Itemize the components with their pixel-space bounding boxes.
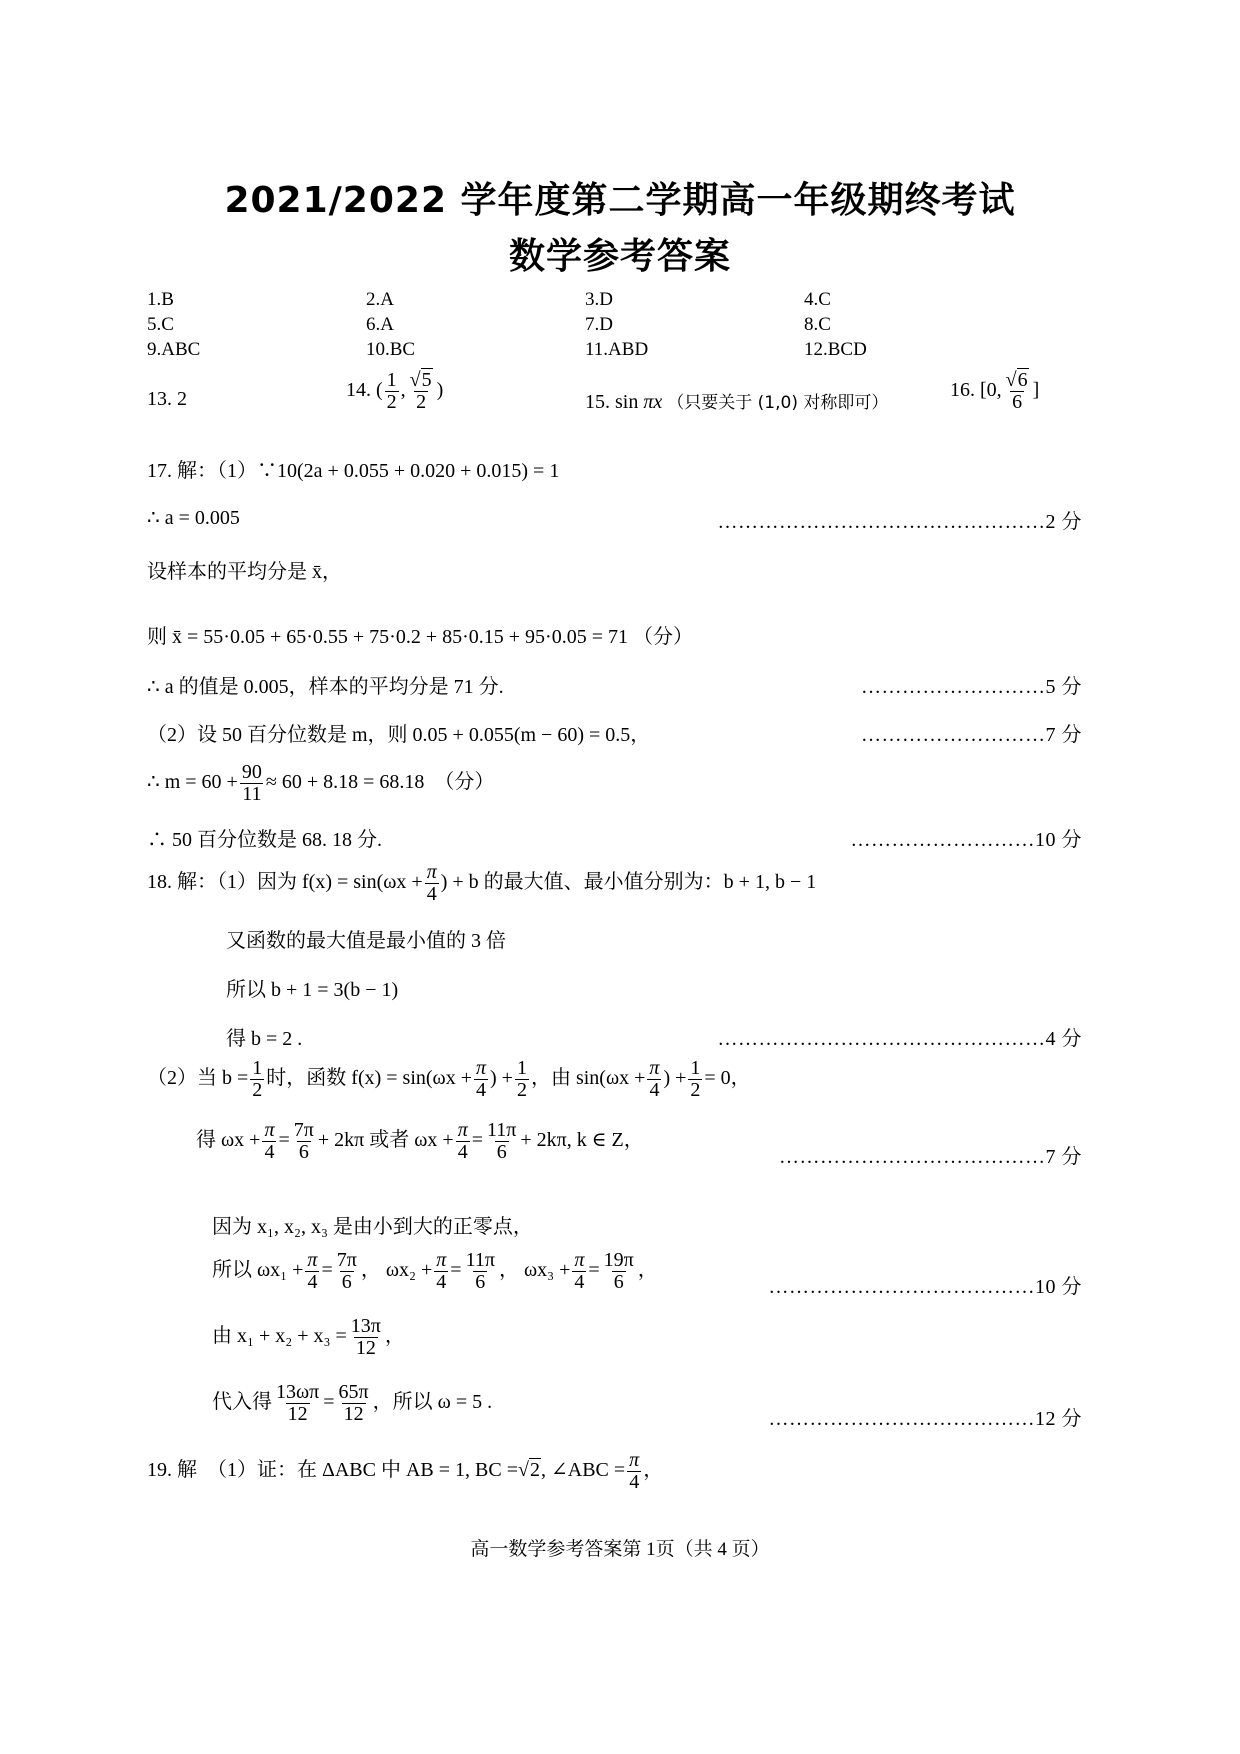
answer-q13: 13. 2 [147, 388, 187, 410]
fraction: $\frac{19\pi}{6}$ [603, 1249, 634, 1293]
fraction: $\frac{\pi}{4}$ [436, 1249, 447, 1293]
fraction: $\frac{7\pi}{6}$ [336, 1249, 357, 1293]
q17-line: 则 x̄ = 55·0.05 + 65·0.55 + 75·0.2 + 85·0.15 + 95·0.05 = 71 （分） [147, 626, 693, 648]
q17-line: 17. 解：（1）∵10(2a + 0.055 + 0.020 + 0.015) = 1 [147, 460, 560, 482]
q17-line: ∴ a 的值是 0.005，样本的平均分是 71 分. [147, 676, 504, 698]
fraction: $\frac{√5}{2}$ [409, 369, 432, 413]
score-marker: …………………………………10 分 [768, 1276, 1082, 1298]
fraction: $\frac{\pi}{4}$ [457, 1119, 468, 1163]
q17-line: （2）设 50 百分位数是 m，则 0.05 + 0.055(m − 60) = 0.5， [147, 724, 651, 746]
fraction: $\frac{1}{2}$ [690, 1057, 701, 1101]
fraction: $\frac{1}{2}$ [386, 369, 397, 413]
q18-line: 因为 x₁, x₂, x₃ 是由小到大的正零点， [212, 1216, 533, 1238]
q18-line: 得 ωx + $\frac{\pi}{4}$ = $\frac{7\pi}{6}$ + 2kπ 或者 ωx + $\frac{\pi}{4}$ = $\frac{11\pi}{6}$ + 2kπ, k ∈ Z， [196, 1119, 644, 1163]
page-footer: 高一数学参考答案第 1页（共 4 页） [470, 1539, 770, 1560]
score-marker: …………………………………7 分 [779, 1146, 1082, 1168]
answer-item: 11.ABD [585, 339, 649, 360]
answer-item: 1.B [147, 289, 174, 310]
fraction: $\frac{13\omega\pi}{12}$ [276, 1381, 320, 1425]
answer-item: 2.A [366, 289, 394, 310]
fraction: $\frac{11\pi}{6}$ [465, 1249, 495, 1293]
score-marker: …………………………………………4 分 [717, 1028, 1082, 1050]
q18-line: 代入得 $\frac{13\omega\pi}{12}$ = $\frac{65\pi}{12}$ ，所以 ω = 5 . [212, 1381, 493, 1425]
exam-subtitle: 数学参考答案 [508, 236, 731, 277]
q17-line: 设样本的平均分是 x̄， [147, 561, 342, 583]
exam-title: 2021/2022 学年度第二学期高一年级期终考试 [224, 180, 1016, 221]
fraction: $\frac{11\pi}{6}$ [487, 1119, 517, 1163]
q18-line: 所以 ωx₁ + $\frac{\pi}{4}$ = $\frac{7\pi}{6}$ ， ωx₂ + $\frac{\pi}{4}$ = $\frac{11\pi}{6}$ ， ωx₃ + $\frac{\pi}{4}$ = $\frac{19\pi}{6}$ ， [212, 1249, 658, 1293]
q17-line: ∴ 50 百分位数是 68. 18 分. [147, 829, 382, 851]
fraction: $\frac{\pi}{4}$ [629, 1449, 640, 1493]
fraction: $\frac{7\pi}{6}$ [293, 1119, 314, 1163]
fraction: $\frac{13\pi}{12}$ [350, 1315, 381, 1359]
fraction: $\frac{\pi}{4}$ [307, 1249, 318, 1293]
answer-q14: 14. ( $\frac{1}{2}$ , $\frac{√5}{2}$ ) [346, 369, 444, 413]
score-marker: ………………………5 分 [861, 676, 1082, 698]
fraction: $\frac{1}{2}$ [516, 1057, 527, 1101]
score-marker: ………………………7 分 [861, 724, 1082, 746]
answer-item: 12.BCD [804, 339, 867, 360]
answer-q16: 16. [0, $\frac{√6}{6}$ ] [950, 369, 1040, 413]
answer-item: 9.ABC [147, 339, 201, 360]
answer-item: 5.C [147, 314, 174, 335]
q17-line: ∴ m = 60 + $\frac{90}{11}$ ≈ 60 + 8.18 = 68.18 （分） [147, 761, 495, 805]
question-19: 19. 解 （1）证：在 ΔABC 中 AB = 1, BC =√2, ∠ABC = $\frac{\pi}{4}$ ， [147, 1449, 664, 1493]
answer-item: 7.D [585, 314, 613, 335]
fraction: $\frac{\pi}{4}$ [264, 1119, 275, 1163]
answer-item: 8.C [804, 314, 831, 335]
fraction: $\frac{\pi}{4}$ [574, 1249, 585, 1293]
fraction: $\frac{1}{2}$ [252, 1057, 263, 1101]
fraction: $\frac{65\pi}{12}$ [338, 1381, 369, 1425]
score-marker: …………………………………………2 分 [717, 511, 1082, 533]
q18-line: 18. 解：（1）因为 f(x) = sin(ωx + $\frac{\pi}{4}$ ) + b 的最大值、最小值分别为：b + 1, b − 1 [147, 861, 817, 905]
score-marker: …………………………………12 分 [768, 1408, 1082, 1430]
answer-q15: 15. sin πx （只要关于 (1,0) 对称即可） [585, 391, 889, 413]
fraction: $\frac{90}{11}$ [241, 761, 262, 805]
score-marker: ………………………10 分 [850, 829, 1082, 851]
q18-line: 由 x₁ + x₂ + x₃ = $\frac{13\pi}{12}$ ， [212, 1315, 405, 1359]
answer-item: 3.D [585, 289, 613, 310]
q18-line: 又函数的最大值是最小值的 3 倍 [226, 930, 506, 952]
q18-line: 所以 b + 1 = 3(b − 1) [226, 979, 399, 1001]
fraction: $\frac{\pi}{4}$ [475, 1057, 487, 1101]
q18-line: （2）当 b = $\frac{1}{2}$ 时，函数 f(x) = sin(ωx + $\frac{\pi}{4}$ ) + $\frac{1}{2}$ ，由 sin(ωx + $\frac{\pi}{4}$ ) + $\frac{1}{2}$ = 0， [147, 1057, 751, 1101]
q14-label: 14. [346, 379, 371, 402]
fraction: $\frac{√6}{6}$ [1005, 369, 1028, 413]
answer-item: 4.C [804, 289, 831, 310]
q18-line: 得 b = 2 . [226, 1028, 303, 1050]
q17-line: ∴ a = 0.005 [147, 507, 240, 529]
fraction: $\frac{\pi}{4}$ [426, 861, 437, 905]
fraction: $\frac{\pi}{4}$ [649, 1057, 660, 1101]
answer-item: 10.BC [366, 339, 416, 360]
answer-item: 6.A [366, 314, 394, 335]
